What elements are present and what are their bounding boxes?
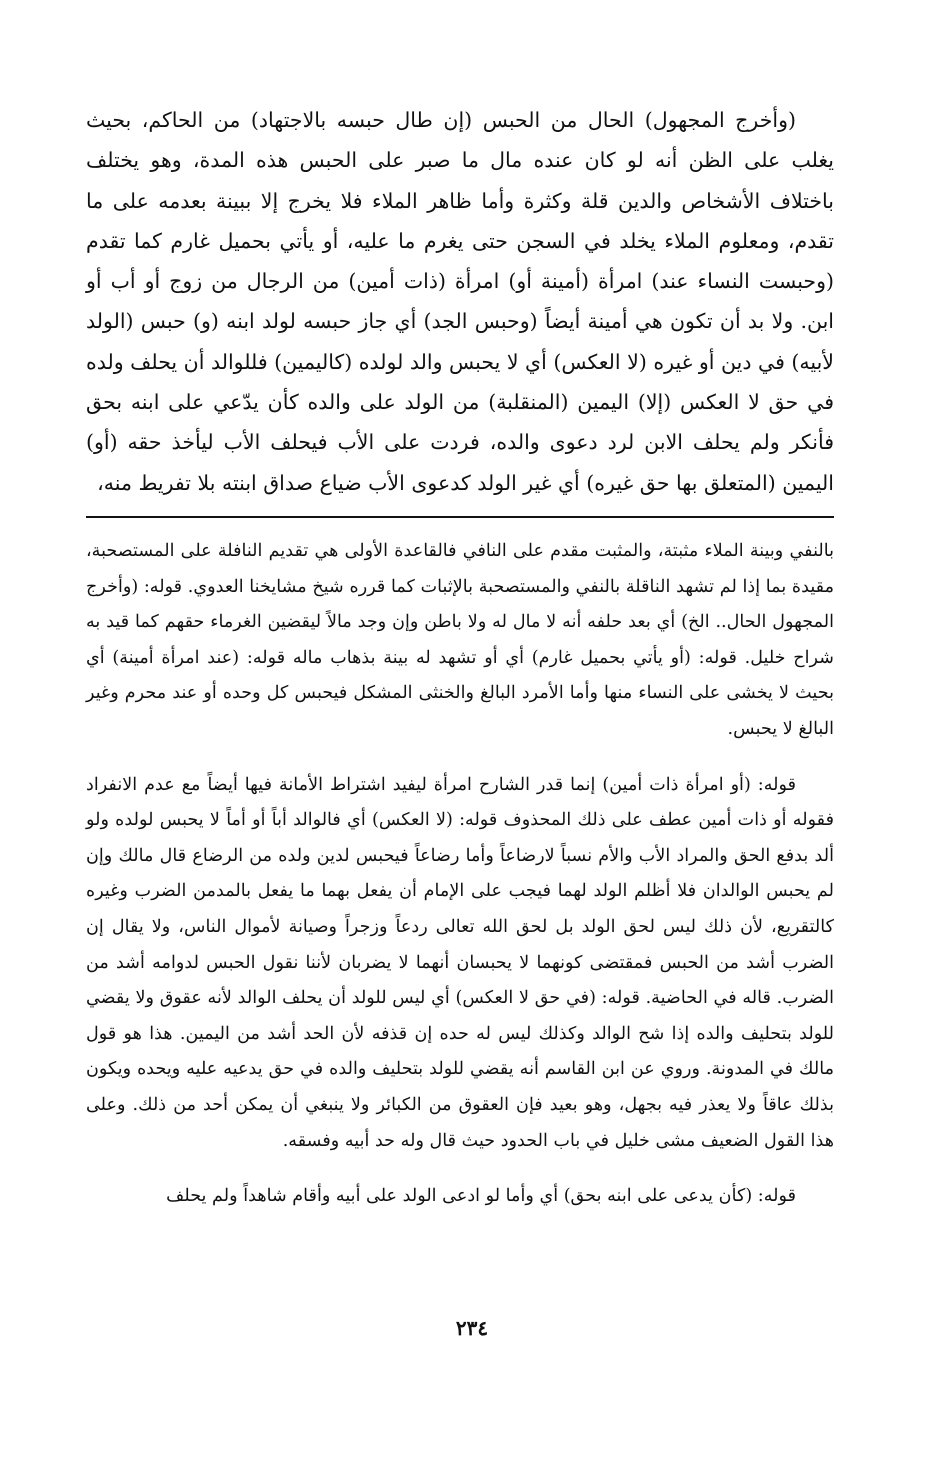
note-paragraph <box>86 534 834 748</box>
note-paragraph <box>86 1179 834 1215</box>
footnote-separator-rule <box>86 516 834 518</box>
note-text: بالنفي وبينة الملاء مثبتة، والمثبت مقدم على النافي فالقاعدة الأولى هي تقديم النافلة على المستصحبة، مقيدة بما إذا لم تشهد الناقلة بالنفي والمستصحبة بالإثبات كما قرره شيخ مشايخنا العدوي. قوله: (وأخرج المجهول الحال.. الخ) أي بعد حلفه أنه لا مال له ولا باطن وإن وجد مالاً ليقضين الغرماء حقهم كما قيد به شراح خليل. قوله: (أو يأتي بحميل غارم) أي أو تشهد له بينة بذهاب ماله قوله: (عند امرأة أمينة) أي بحيث لا يخشى على النساء منها وأما الأمرد البالغ والخنثى المشكل فيحبس كل وحده أو عند محرم وغير البالغ لا يحبس. <box>86 541 834 739</box>
main-paragraph: (وأخرج المجهول) الحال من الحبس (إن طال حبسه بالاجتهاد) من الحاكم، بحيث يغلب على الظن أنه لو كان عنده مال ما صبر على الحبس هذه المدة، وهو يختلف باختلاف الأشخاص والدين قلة وكثرة وأما ظاهر الملاء فلا يخرج إلا ببينة بعدمه على ما تقدم، ومعلوم الملاء يخلد في السجن حتى يغرم ما عليه، أو يأتي بحميل غارم كما تقدم (وحبست النساء عند) امرأة (أمينة أو) امرأة (ذات أمين) من الرجال من زوج أو أب أو ابن. ولا بد أن تكون هي أمينة أيضاً (وحبس الجد) أي جاز حبسه لولد ابنه (و) حبس (الولد لأبيه) في دين أو غيره (لا العكس) أي لا يحبس والد لولده (كاليمين) فللوالد أن يحلف ولده في حق لا العكس (إلا) اليمين (المنقلبة) من الولد على والده كأن يدّعي على ابنه بحق فأنكر ولم يحلف الابن لرد دعوى والده، فردت على الأب فيحلف الأب ليأخذ حقه (أو) اليمين (المتعلق بها حق غيره) أي غير الولد كدعوى الأب ضياع صداق ابنته بلا تفريط منه، <box>86 108 834 495</box>
main-text <box>86 100 834 503</box>
note-paragraph <box>86 768 834 1160</box>
commentary-notes <box>86 534 834 1215</box>
note-text: قوله: (كأن يدعى على ابنه بحق) أي وأما لو ادعى الولد على أبيه وأقام شاهداً ولم يحلف <box>166 1186 796 1207</box>
note-text: قوله: (أو امرأة ذات أمين) إنما قدر الشارح امرأة ليفيد اشتراط الأمانة فيها أيضاً مع عدم الانفراد فقوله أو ذات أمين عطف على ذلك المحذوف قوله: (لا العكس) أي فالوالد أباً أو أماً لا يحبس لولده ولو ألد بدفع الحق والمراد الأب والأم نسباً لارضاعاً وأما رضاعاً فيحبس لدين ولده من الرضاع قال مالك وإن لم يحبس الوالدان فلا أظلم الولد لهما فيجب على الإمام أن يفعل بهما ما يفعل بالمدمن الضرب وغيره كالتقريع، لأن ذلك ليس لحق الولد بل لحق الله تعالى ردعاً وزجراً وصيانة لأموال الناس، ولا يقال إن الضرب أشد من الحبس فمقتضى كونهما لا يحبسان أنهما لا يضربان لأننا نقول الحبس لدوامه أشد من الضرب. قاله في الحاضية. قوله: (في حق لا العكس) أي ليس للولد أن يحلف الوالد لأنه عقوق ولا يقضي للولد بتحليف والده إذا شح الوالد وكذلك ليس له حده إن قذفه لأن الحد أشد من اليمين. هذا هو قول مالك في المدونة. وروي عن ابن القاسم أنه يقضي للولد بتحليف والده في حق يدعيه عليه ويحده ويكون بذلك عاقاً ولا يعذر فيه بجهل، وهو بعيد فإن العقوق من الكبائر ولا ينبغي أن يمكن أحد من ذلك. وعلى هذا القول الضعيف مشى خليل في باب الحدود حيث قال وله حد أبيه وفسقه. <box>86 774 834 1151</box>
page-number: ٢٣٤ <box>455 1316 489 1340</box>
